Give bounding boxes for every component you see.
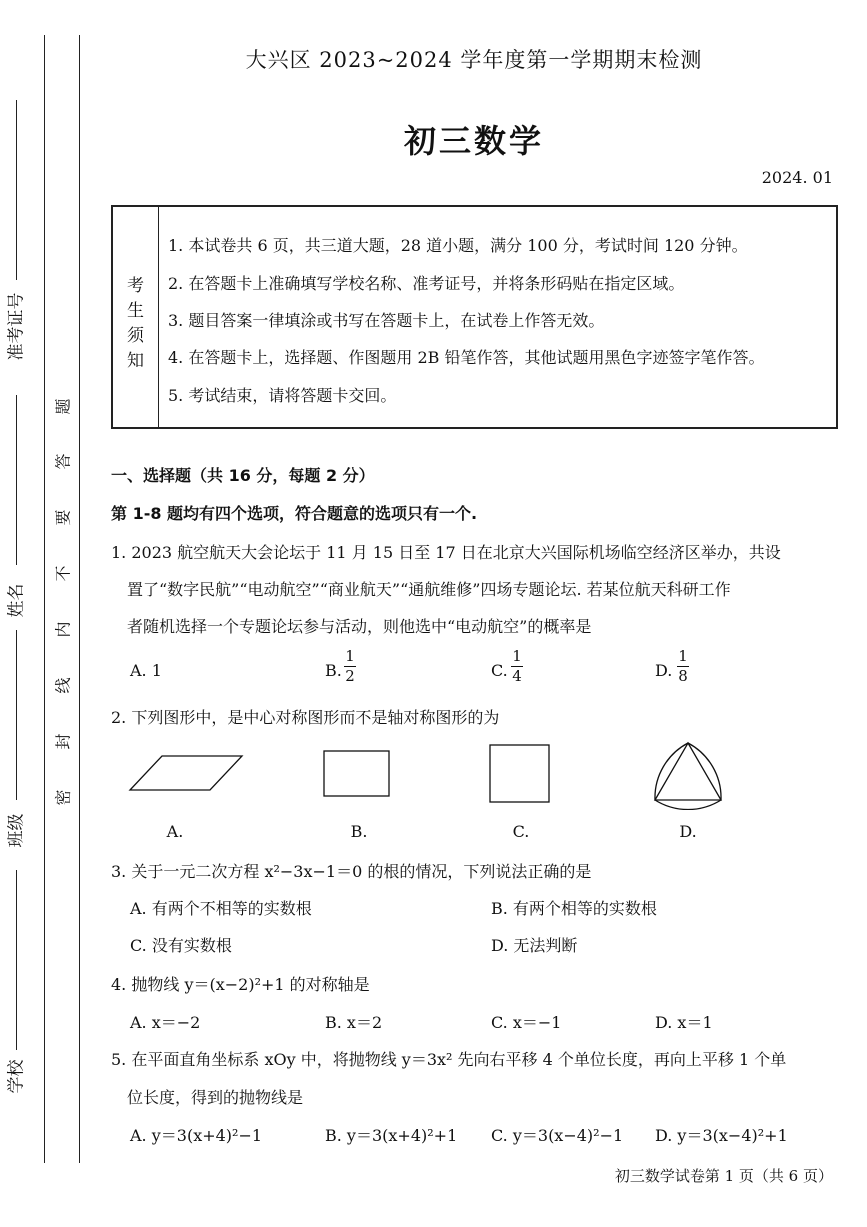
q5-stem-line: 5. 在平面直角坐标系 xOy 中，将抛物线 y＝3x² 先向右平移 4 个单位长度，再向上平移 1 个单	[111, 1050, 787, 1069]
q5-stem-line: 位长度，得到的抛物线是	[127, 1088, 304, 1107]
exam-number-label: 准考证号	[6, 292, 27, 361]
seal-char: 线	[53, 677, 73, 694]
q2-label-c: C.	[512, 822, 530, 841]
q2-label-d: D.	[679, 822, 697, 841]
seal-char: 内	[53, 621, 73, 638]
name-underline	[16, 395, 17, 565]
q2-stem: 2. 下列图形中，是中心对称图形而不是轴对称图形的为	[111, 708, 500, 727]
q1-option-c-fraction	[511, 648, 523, 685]
notice-label-char: 须	[127, 326, 144, 346]
q5-option-b: B. y＝3(x+4)²+1	[325, 1126, 458, 1145]
q4-option-d: D. x＝1	[655, 1013, 713, 1032]
q1-option-d-fraction	[677, 648, 689, 685]
fraction-denominator: 4	[512, 667, 522, 685]
notice-item: 4. 在答题卡上，选择题、作图题用 2B 铅笔作答，其他试题用黑色字迹签字笔作答。	[168, 348, 765, 367]
notice-item: 3. 题目答案一律填涂或书写在答题卡上，在试卷上作答无效。	[168, 311, 605, 330]
section-instruction: 第 1-8 题均有四个选项，符合题意的选项只有一个.	[111, 504, 478, 523]
fraction-numerator: 1	[678, 647, 688, 665]
subject-title: 初三数学	[403, 122, 544, 160]
notice-item: 5. 考试结束，请将答题卡交回。	[168, 386, 397, 405]
q5-option-c: C. y＝3(x−4)²−1	[491, 1126, 624, 1145]
seal-char: 答	[53, 453, 73, 470]
q1-option-b-fraction	[344, 648, 356, 685]
page-footer: 初三数学试卷第 1 页（共 6 页）	[614, 1167, 833, 1185]
fraction-denominator: 8	[678, 667, 688, 685]
q1-option-c-prefix: C.	[491, 661, 508, 680]
q3-option-d: D. 无法判断	[491, 936, 578, 955]
q2-figure-d-reuleaux-triangle	[652, 740, 724, 810]
q4-option-a: A. x＝−2	[130, 1013, 201, 1032]
fraction-numerator: 1	[345, 647, 355, 665]
binding-line-inner	[79, 35, 80, 1163]
q1-stem-line: 1. 2023 航空航天大会论坛于 11 月 15 日至 17 日在北京大兴国际机场临空经济区举办，共设	[111, 543, 781, 562]
school-label: 学校	[6, 1059, 27, 1094]
school-underline	[16, 870, 17, 1050]
q2-figure-a-parallelogram	[128, 755, 244, 791]
section-title: 一、选择题（共 16 分，每题 2 分）	[111, 466, 375, 485]
q5-option-d: D. y＝3(x−4)²+1	[655, 1126, 788, 1145]
q4-option-b: B. x＝2	[325, 1013, 383, 1032]
q5-option-a: A. y＝3(x+4)²−1	[130, 1126, 263, 1145]
q3-option-a: A. 有两个不相等的实数根	[130, 899, 312, 918]
class-underline	[16, 630, 17, 800]
q2-label-a: A.	[166, 822, 184, 841]
notice-label	[113, 207, 159, 427]
seal-char: 不	[53, 565, 73, 582]
seal-char: 密	[53, 789, 73, 806]
q1-stem-line: 者随机选择一个专题论坛参与活动，则他选中“电动航空”的概率是	[127, 617, 592, 636]
q1-option-a: A. 1	[130, 661, 162, 680]
notice-label-char: 考	[127, 276, 144, 296]
q4-stem: 4. 抛物线 y＝(x−2)²+1 的对称轴是	[111, 975, 370, 994]
q2-figure-c-square	[489, 744, 551, 804]
notice-label-char: 生	[127, 301, 144, 321]
q2-label-b: B.	[350, 822, 368, 841]
q1-option-d-prefix: D.	[655, 661, 673, 680]
q3-option-c: C. 没有实数根	[130, 936, 232, 955]
notice-label-char: 知	[127, 351, 144, 371]
q4-option-c: C. x＝−1	[491, 1013, 562, 1032]
seal-char: 题	[53, 398, 73, 415]
class-label: 班级	[6, 813, 27, 848]
q1-stem-line: 置了“数字民航”“电动航空”“商业航天”“通航维修”四场专题论坛. 若某位航天科研工作	[127, 580, 731, 599]
notice-item: 1. 本试卷共 6 页，共三道大题，28 道小题，满分 100 分，考试时间 120 分钟。	[168, 236, 748, 255]
fraction-numerator: 1	[512, 647, 522, 665]
seal-char: 要	[53, 509, 73, 526]
exam-date: 2024. 01	[761, 168, 833, 187]
q2-figure-b-rectangle	[323, 750, 391, 798]
exam-title: 大兴区 2023~2024 学年度第一学期期末检测	[245, 48, 703, 72]
q1-option-b-prefix: B.	[325, 661, 342, 680]
q3-stem: 3. 关于一元二次方程 x²−3x−1＝0 的根的情况，下列说法正确的是	[111, 862, 592, 881]
q3-option-b: B. 有两个相等的实数根	[491, 899, 657, 918]
exam-notice-box	[111, 205, 838, 429]
fraction-denominator: 2	[345, 667, 355, 685]
name-label: 姓名	[6, 583, 27, 618]
seal-char: 封	[53, 733, 73, 750]
notice-item: 2. 在答题卡上准确填写学校名称、准考证号，并将条形码贴在指定区域。	[168, 274, 685, 293]
binding-line-outer	[44, 35, 45, 1163]
